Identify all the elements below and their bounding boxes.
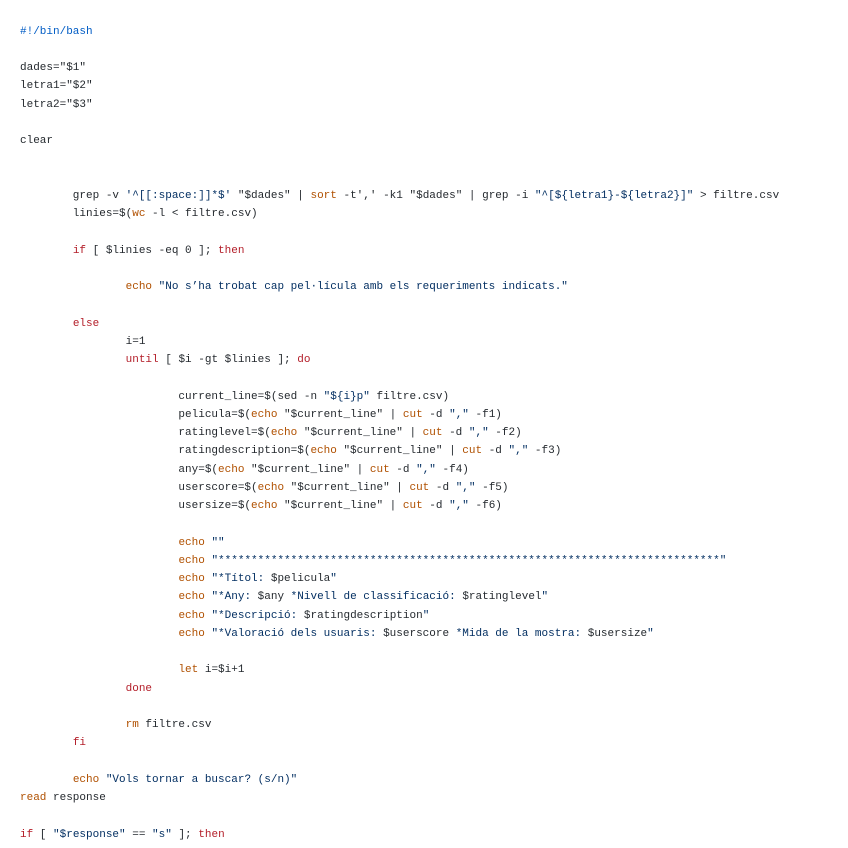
code-token-string: "Vols tornar a buscar? (s/n)" [99, 773, 298, 786]
code-token-builtin: cut [462, 445, 483, 458]
code-token-keyword: fi [72, 737, 87, 750]
code-token-plain [20, 245, 73, 257]
code-token-plain: -t',' -k1 "$dades" | grep -i [336, 189, 535, 202]
code-token-string: '^[[:space:]]*$' [125, 189, 232, 202]
code-token-builtin: echo [178, 591, 205, 604]
code-token-plain: $ratingdescription [303, 609, 423, 622]
code-line [20, 554, 726, 568]
code-token-plain [20, 664, 178, 676]
code-token-plain: any=$( [20, 463, 219, 476]
code-token-plain [20, 737, 73, 749]
code-token-plain: -f5) [475, 481, 509, 494]
code-line [20, 317, 99, 331]
code-token-keyword: if [20, 828, 34, 841]
code-token-plain [20, 537, 178, 549]
code-token-builtin: echo [178, 536, 205, 549]
code-token-plain: -d [389, 463, 417, 476]
code-token-plain: -f6) [468, 500, 502, 513]
code-line [20, 791, 106, 805]
code-token-string: "," [508, 445, 529, 458]
code-token-plain: -d [482, 445, 509, 458]
code-token-plain [20, 610, 178, 622]
code-token-plain: == [125, 828, 153, 841]
code-token-plain: ratinglevel=$( [20, 427, 271, 440]
code-token-builtin: wc [132, 208, 146, 221]
code-token-plain: -f2) [488, 427, 522, 440]
code-line [20, 79, 93, 93]
code-line [20, 280, 568, 294]
code-line [20, 773, 297, 787]
code-token-plain [20, 628, 178, 640]
code-token-builtin: echo [251, 500, 278, 513]
code-token-string: " [422, 609, 430, 622]
code-token-plain [20, 719, 126, 731]
code-token-plain: "$current_line" | [277, 408, 403, 421]
code-line [20, 463, 469, 477]
code-token-string: "No s’ha trobat cap pel·lícula amb els requeriments indicats." [152, 281, 568, 294]
code-line [20, 444, 561, 458]
code-line [20, 390, 449, 404]
code-token-builtin: echo [178, 554, 205, 567]
code-line [20, 244, 244, 258]
code-line [20, 25, 93, 39]
code-token-keyword: do [297, 354, 311, 367]
code-token-builtin: echo [257, 481, 285, 494]
code-token-plain: "$current_line" | [336, 445, 463, 458]
code-token-builtin: echo [218, 463, 245, 476]
code-token-builtin: rm [125, 719, 139, 732]
code-token-plain: -d [429, 481, 456, 494]
code-line [20, 189, 779, 203]
code-line [20, 408, 502, 422]
code-token-keyword: then [198, 828, 225, 841]
code-token-builtin: let [178, 664, 199, 677]
code-token-plain: grep -v [20, 189, 126, 202]
code-token-string: "," [468, 427, 489, 440]
code-token-string: "^[${letra1}-${letra2}]" [534, 189, 694, 202]
code-line [20, 682, 152, 696]
code-token-keyword: then [218, 244, 245, 257]
code-token-string: " [541, 591, 549, 604]
code-token-builtin: echo [178, 609, 205, 622]
code-token-builtin: echo [125, 281, 153, 294]
code-token-plain: "$current_line" | [297, 427, 423, 440]
code-token-plain: $ratinglevel [462, 591, 542, 604]
code-token-plain: ]; [171, 828, 199, 841]
code-token-plain: response [46, 792, 106, 805]
code-line [20, 736, 86, 750]
code-token-comment: #!/bin/bash [20, 25, 93, 38]
code-line [20, 481, 509, 495]
code-token-string: "*Títol: [204, 573, 271, 586]
code-token-string: "*Any: [204, 591, 258, 604]
code-token-string: "," [449, 500, 469, 513]
code-token-plain: -d [442, 427, 469, 440]
code-token-builtin: cut [422, 427, 443, 440]
code-token-string: " [330, 573, 337, 586]
code-line [20, 627, 654, 641]
code-token-string: "*Valoració dels usuaris: [204, 627, 384, 640]
code-token-plain [20, 281, 126, 293]
code-token-plain: > filtre.csv [693, 189, 780, 202]
code-token-string: " [647, 627, 654, 640]
code-token-plain: "$current_line" | [244, 463, 370, 476]
code-line [20, 663, 244, 677]
code-token-plain: -f3) [528, 445, 562, 458]
code-line [20, 536, 225, 550]
code-token-plain: $userscore [383, 627, 456, 640]
code-token-keyword: else [72, 317, 100, 330]
code-token-plain [20, 591, 178, 603]
code-token-string: "" [204, 536, 225, 549]
code-token-string: "*Descripció: [204, 609, 304, 622]
code-token-plain: ratingdescription=$( [20, 445, 311, 458]
code-token-plain: -f4) [435, 463, 469, 476]
code-token-builtin: echo [178, 573, 205, 586]
code-token-plain: "$dades" | [231, 189, 311, 202]
code-token-string: "," [416, 463, 436, 476]
code-token-plain: dades="$1" [20, 62, 87, 75]
code-token-string: "s" [152, 828, 172, 841]
code-token-plain: $any [257, 591, 291, 604]
code-line [20, 572, 337, 586]
code-token-string: "$response" [53, 828, 126, 841]
code-token-builtin: echo [251, 408, 278, 421]
code-token-plain: usersize=$( [20, 500, 252, 513]
code-token-builtin: cut [402, 500, 423, 513]
code-token-keyword: if [72, 244, 87, 257]
code-token-plain: "$current_line" | [284, 481, 410, 494]
code-token-plain: i=1 [20, 335, 146, 348]
code-token-plain: [ $linies -eq 0 ]; [86, 244, 219, 257]
code-line [20, 590, 548, 604]
code-line [20, 61, 86, 75]
code-token-plain [20, 573, 178, 585]
code-line [20, 98, 93, 112]
code-line [20, 426, 522, 440]
code-token-plain: filtre.csv) [369, 390, 450, 403]
code-token-builtin: read [20, 792, 47, 805]
code-token-plain: letra1="$2" [20, 80, 93, 93]
code-token-plain: -d [422, 500, 450, 513]
code-token-plain: filtre.csv [138, 719, 212, 732]
code-token-keyword: done [125, 682, 153, 695]
code-line [20, 134, 53, 148]
code-token-plain: -f1) [468, 408, 502, 421]
code-token-string: *Mida de la mostra: [455, 627, 588, 640]
code-token-builtin: cut [369, 463, 390, 476]
code-token-plain [20, 774, 73, 786]
code-line [20, 335, 145, 349]
code-token-plain: $pelicula [270, 573, 331, 586]
code-token-plain: linies=$( [20, 208, 133, 221]
code-token-plain: userscore=$( [20, 481, 258, 494]
code-token-plain [20, 318, 73, 330]
code-line [20, 207, 258, 221]
code-token-builtin: echo [72, 773, 100, 786]
code-token-plain: clear [20, 135, 54, 148]
code-line [20, 609, 429, 623]
code-token-plain: i=$i+1 [198, 664, 245, 677]
code-token-plain [20, 555, 178, 567]
code-token-plain: "$current_line" | [277, 500, 403, 513]
code-token-builtin: cut [402, 408, 423, 421]
code-token-string: "," [449, 408, 469, 421]
code-token-builtin: echo [270, 427, 298, 440]
code-token-string: "****************************************************************************" [204, 554, 727, 567]
code-token-plain: $usersize [587, 627, 648, 640]
code-token-plain: [ $i -gt $linies ]; [158, 354, 298, 367]
code-token-string: "," [455, 481, 476, 494]
code-token-string: "${i}p" [323, 390, 370, 403]
code-line [20, 499, 502, 513]
code-token-string: *Nivell de classificació: [290, 591, 463, 604]
code-token-plain: current_line=$(sed -n [20, 390, 324, 403]
code-token-plain: -l < filtre.csv) [145, 208, 258, 221]
code-line [20, 718, 211, 732]
code-token-builtin: echo [310, 445, 337, 458]
code-token-keyword: until [125, 354, 159, 367]
code-line [20, 828, 225, 842]
code-token-plain: [ [33, 828, 54, 841]
code-token-builtin: echo [178, 627, 205, 640]
code-token-plain [20, 683, 126, 695]
code-token-plain: letra2="$3" [20, 98, 93, 111]
code-token-plain: -d [422, 408, 450, 421]
code-token-plain [20, 354, 126, 366]
code-token-builtin: cut [409, 481, 430, 494]
code-token-builtin: sort [310, 189, 337, 202]
code-line [20, 353, 310, 367]
code-token-plain: pelicula=$( [20, 408, 252, 421]
